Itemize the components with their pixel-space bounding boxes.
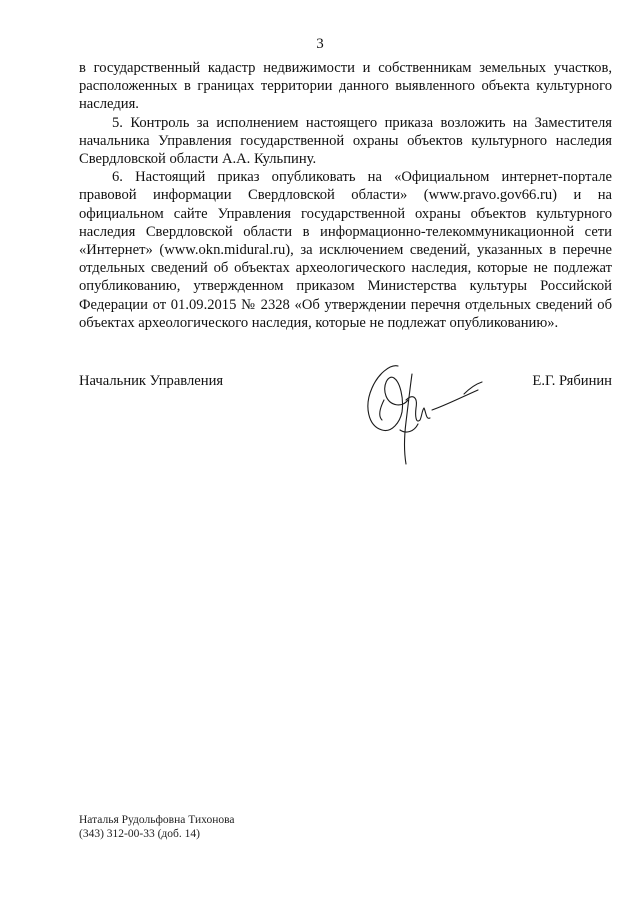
executor-name: Наталья Рудольфовна Тихонова	[79, 814, 235, 826]
paragraph-cadastre: в государственный кадастр недвижимости и собственникам земельных участков, расположенных в границах территории данного выявленного объекта культурного наследия.	[79, 60, 612, 113]
document-body	[79, 59, 612, 332]
footer-contact	[79, 813, 235, 841]
executor-phone: (343) 312-00-33 (доб. 14)	[79, 828, 200, 840]
handwritten-signature	[360, 360, 490, 468]
page-number: 3	[316, 36, 324, 52]
paragraph-control: 5. Контроль за исполнением настоящего приказа возложить на Заместителя начальника Управления государственной охраны объектов культурного наследия Свердловской области А.А. Кульпину.	[79, 114, 612, 168]
signatory-name: Е.Г. Рябинин	[532, 373, 612, 389]
paragraph-publication: 6. Настоящий приказ опубликовать на «Официальном интернет-портале правовой информации Свердловской области» (www.pravo.gov66.ru) и на официальном сайте Управления государственной охраны объектов культурного наследия Свердловской области в информационно-телекоммуникационной сети «Интернет» (www.okn.midural.ru), за исключением сведений, указанных в перечне отдельных сведений об объектах археологического наследия, которые не подлежат опубликованию, утвержденном приказом Министерства культуры Российской Федерации от 01.09.2015 № 2328 «Об утверждении перечня отдельных сведений об объектах археологического наследия, которые не подлежат опубликованию».	[79, 169, 612, 331]
signatory-title: Начальник Управления	[79, 373, 224, 389]
